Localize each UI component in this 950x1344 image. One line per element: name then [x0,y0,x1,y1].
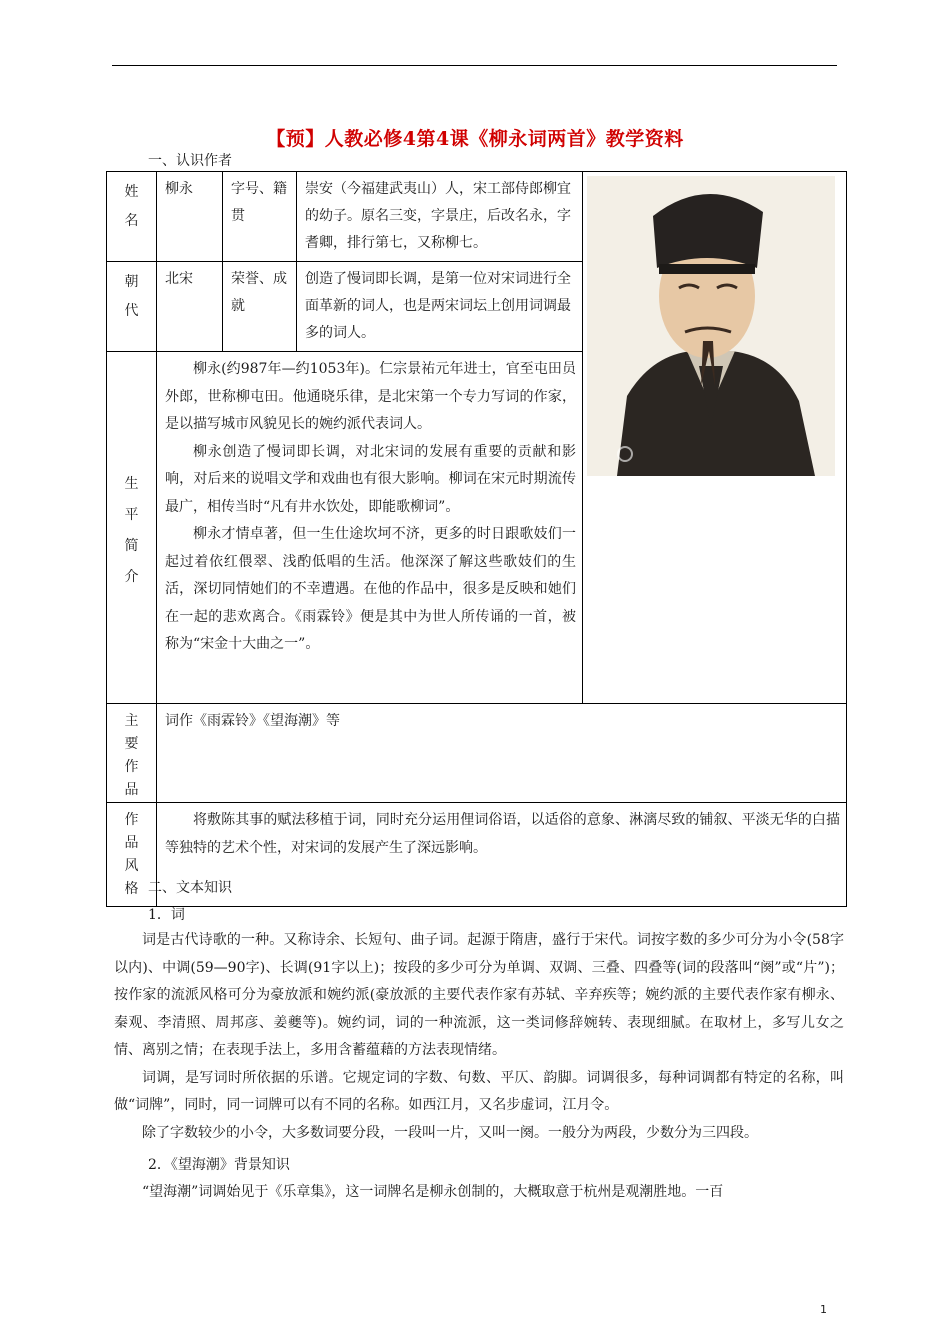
header-rule [112,65,837,66]
author-name: 柳永 [157,172,223,262]
document-title: 【预】人教必修4第4课《柳永词两首》教学资料 [266,128,684,150]
table-row-works [107,704,847,803]
label-name-text: 姓名 [124,184,139,229]
label-dynasty-text: 朝代 [124,274,139,319]
style-value [157,803,847,907]
label-style-text: 作品风格 [124,812,139,897]
body-paragraph: “望海潮”词调始见于《乐章集》，这一词牌名是柳永创制的，大概取意于杭州是观潮胜地。一百 [142,1184,724,1200]
field-courtesy-origin: 字号、籍贯 [223,172,297,262]
label-biography [107,352,157,704]
label-biography-text: 生平简介 [124,475,139,585]
subheading-ci: 1．词 [148,907,185,923]
label-dynasty [107,262,157,352]
biography-text [157,352,583,704]
style-paragraph: 将敷陈其事的赋法移植于词，同时充分运用俚词俗语，以适俗的意象、淋漓尽致的铺叙、平淡无华的白描等独特的艺术个性，对宋词的发展产生了深远影响。 [165,812,840,856]
body-paragraph: 除了字数较少的小令，大多数词要分段，一段叫一片，又叫一阕。一般分为两段，少数分为三四段。 [142,1124,758,1141]
section-heading-author: 一、认识作者 [148,153,232,169]
label-works-text: 主要作品 [124,713,139,798]
ci-description [114,927,844,1147]
portrait-cell [583,172,847,704]
body-paragraph: 词是古代诗歌的一种。又称诗余、长短句、曲子词。起源于隋唐，盛行于宋代。词按字数的多少可分为小令(58字以内)、中调(59—90字)、长调(91字以上)；按段的多少可分为单调、双调、三叠、四叠等(词的段落叫“阕”或“片”)；按作家的流派风格可分为豪放派和婉约派(豪放派的主要代表作家有苏轼、辛弃疾等；婉约派的主要代表作家有柳永、秦观、李清照、周邦彦、姜夔等)。婉约词，词的一种流派，这一类词修辞婉转、表现细腻。在取材上，多写儿女之情、离别之情；在表现手法上，多用含蓄蕴藉的方法表现情绪。 [114,932,844,1058]
table-row-name [107,172,847,262]
wanghaichao-background [114,1179,844,1207]
biography-paragraph: 柳永才情卓著，但一生仕途坎坷不济，更多的时日跟歌妓们一起过着依红偎翠、浅酌低唱的生活。他深深了解这些歌妓们的生活，深切同情她们的不幸遭遇。在他的作品中，很多是反映和她们在一起的悲欢离合。《雨霖铃》便是其中为世人所传诵的一首，被称为“宋金十大曲之一”。 [165,526,576,652]
biography-paragraph: 柳永(约987年—约1053年)。仁宗景祐元年进士，官至屯田员外郎，世称柳屯田。他通晓乐律，是北宋第一个专力写词的作家，是以描写城市风貌见长的婉约派代表词人。 [165,361,576,432]
achievement-value: 创造了慢词即长调，是第一位对宋词进行全面革新的词人，也是两宋词坛上创用词调最多的词人。 [297,262,583,352]
section-heading-text-knowledge: 二、文本知识 [148,880,232,896]
biography-paragraph: 柳永创造了慢词即长调，对北宋词的发展有重要的贡献和影响，对后来的说唱文学和戏曲也有很大影响。柳词在宋元时期流传最广，相传当时“凡有井水饮处，即能歌柳词”。 [165,443,576,515]
dynasty-value: 北宋 [157,262,223,352]
label-works [107,704,157,803]
body-paragraph: 词调，是写词时所依据的乐谱。它规定词的字数、句数、平仄、韵脚。词调很多，每种词调都有特定的名称，叫做“词牌”，同时，同一词牌可以有不同的名称。如西江月，又名步虚词，江月令。 [114,1069,844,1113]
label-name [107,172,157,262]
author-info-table [106,171,847,907]
author-portrait [587,176,835,476]
subheading-wanghaichao: 2．《望海潮》背景知识 [148,1157,290,1173]
field-achievement: 荣誉、成就 [223,262,297,352]
page-number: 1 [820,1303,827,1316]
courtesy-origin-value: 崇安（今福建武夷山）人，宋工部侍郎柳宜的幼子。原名三变，字景庄，后改名永，字耆卿，排行第七，又称柳七。 [297,172,583,262]
works-value: 词作《雨霖铃》《望海潮》等 [157,704,847,803]
